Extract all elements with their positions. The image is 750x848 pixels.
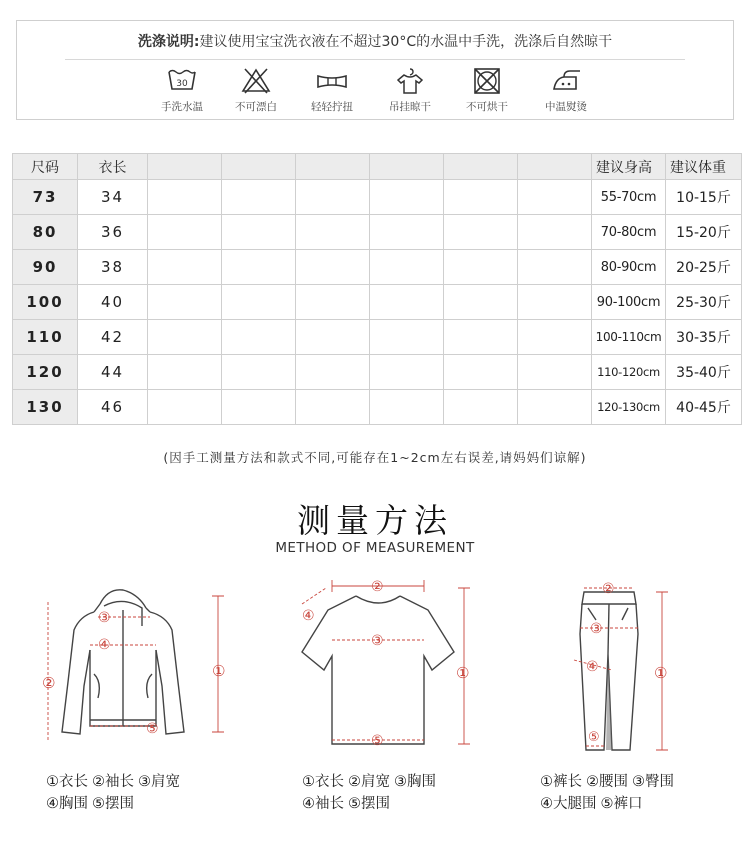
care-label: 轻轻拧扭 (311, 101, 353, 113)
legend-item: ④胸围 (46, 796, 88, 812)
care-label: 中温熨烫 (545, 101, 587, 113)
header-empty (370, 154, 444, 180)
wash-care-box (16, 20, 734, 120)
cell-weight: 40-45斤 (666, 390, 742, 425)
cell-empty (444, 180, 518, 215)
legend-item: ②袖长 (92, 774, 134, 790)
header-weight: 建议体重 (666, 154, 742, 180)
medium-iron-icon (550, 67, 582, 95)
pants-marker-5: ⑤ (588, 730, 600, 745)
cell-empty (518, 285, 592, 320)
legend-item: ①衣长 (46, 774, 88, 790)
cell-empty (296, 180, 370, 215)
cell-empty (148, 355, 222, 390)
cell-empty (222, 320, 296, 355)
cell-empty (370, 390, 444, 425)
pants-marker-2: ② (602, 581, 615, 597)
hang-dry-icon (394, 67, 426, 95)
legend-item: ⑤摆围 (92, 796, 134, 812)
legend-item: ③肩宽 (138, 774, 180, 790)
cell-height: 110-120cm (592, 355, 666, 390)
cell-height: 55-70cm (592, 180, 666, 215)
cell-height: 70-80cm (592, 215, 666, 250)
cell-size: 90 (13, 250, 78, 285)
cell-weight: 20-25斤 (666, 250, 742, 285)
header-empty (222, 154, 296, 180)
header-empty (444, 154, 518, 180)
cell-empty (296, 390, 370, 425)
cell-size: 120 (13, 355, 78, 390)
cell-empty (296, 215, 370, 250)
cell-empty (148, 180, 222, 215)
care-label: 吊挂晾干 (389, 101, 431, 113)
jacket-legend-line2 (46, 793, 184, 815)
cell-weight: 10-15斤 (666, 180, 742, 215)
no-bleach-icon (241, 67, 271, 95)
cell-empty (444, 355, 518, 390)
header-empty (296, 154, 370, 180)
legend-item: ③臀围 (632, 774, 674, 790)
wash-care-title-text: 建议使用宝宝洗衣液在不超过30°C的水温中手洗，洗涤后自然晾干 (199, 34, 613, 50)
cell-empty (518, 320, 592, 355)
table-row (13, 355, 742, 390)
table-row (13, 320, 742, 355)
care-label: 不可烘干 (466, 101, 508, 113)
legend-item: ③胸围 (394, 774, 436, 790)
table-row (13, 215, 742, 250)
no-tumble-dry-icon (472, 67, 502, 95)
table-row (13, 390, 742, 425)
pants-legend-line2 (540, 793, 678, 815)
tshirt-outline (302, 596, 454, 744)
cell-empty (518, 355, 592, 390)
cell-size: 73 (13, 180, 78, 215)
cell-empty (518, 250, 592, 285)
cell-empty (222, 215, 296, 250)
header-length: 衣长 (78, 154, 148, 180)
care-item-no-tumble-dry (447, 67, 527, 114)
cell-height: 90-100cm (592, 285, 666, 320)
tshirt-marker-5: ⑤ (371, 733, 384, 749)
cell-weight: 35-40斤 (666, 355, 742, 390)
legend-item: ⑤摆围 (348, 796, 390, 812)
cell-empty (518, 215, 592, 250)
cell-empty (518, 390, 592, 425)
cell-empty (222, 285, 296, 320)
cell-empty (444, 390, 518, 425)
wash-care-divider (65, 59, 685, 60)
jacket-marker-1: ① (212, 662, 226, 680)
measurement-error-note: (因手工测量方法和款式不同,可能存在1~2cm左右误差,请妈妈们谅解) (163, 450, 587, 465)
cell-height: 120-130cm (592, 390, 666, 425)
table-header-row (13, 154, 742, 180)
pants-legend-line1 (540, 771, 678, 793)
cell-empty (444, 320, 518, 355)
header-empty (148, 154, 222, 180)
cell-weight: 30-35斤 (666, 320, 742, 355)
cell-empty (370, 180, 444, 215)
pants-marker-3: ③ (590, 621, 603, 637)
jacket-diagram (38, 582, 238, 762)
care-item-hand-wash (142, 67, 222, 114)
tshirt-legend-line1 (302, 771, 440, 793)
cell-size: 130 (13, 390, 78, 425)
tshirt-legend (302, 771, 440, 815)
cell-empty (148, 320, 222, 355)
header-empty (518, 154, 592, 180)
tshirt-diagram (294, 574, 490, 754)
tshirt-marker-2: ② (371, 579, 384, 595)
tshirt-marker-3: ③ (371, 633, 384, 649)
cell-length: 44 (78, 355, 148, 390)
cell-empty (444, 285, 518, 320)
care-label: 不可漂白 (235, 101, 277, 113)
tshirt-marker-4: ④ (302, 608, 315, 624)
cell-length: 42 (78, 320, 148, 355)
cell-empty (222, 180, 296, 215)
pants-legend (540, 771, 678, 815)
tshirt-marker-1: ① (456, 664, 470, 682)
cell-weight: 25-30斤 (666, 285, 742, 320)
cell-size: 110 (13, 320, 78, 355)
care-item-hang-dry (370, 67, 450, 114)
legend-item: ⑤裤口 (600, 796, 643, 812)
wash-care-title (17, 31, 733, 51)
cell-size: 80 (13, 215, 78, 250)
table-row (13, 285, 742, 320)
care-item-medium-iron (526, 67, 606, 114)
care-label: 手洗水温 (161, 101, 203, 113)
tshirt-measure-lines (302, 580, 470, 744)
jacket-marker-5: ⑤ (146, 721, 159, 737)
wash-care-title-label: 洗涤说明: (137, 34, 200, 50)
cell-empty (148, 250, 222, 285)
jacket-legend-line1 (46, 771, 184, 793)
legend-item: ①衣长 (302, 774, 344, 790)
cell-size: 100 (13, 285, 78, 320)
cell-empty (148, 390, 222, 425)
pants-marker-4: ④ (586, 659, 599, 675)
legend-item: ④袖长 (302, 796, 344, 812)
legend-item: ②腰围 (586, 774, 628, 790)
pants-diagram (566, 574, 686, 756)
cell-length: 34 (78, 180, 148, 215)
cell-empty (370, 320, 444, 355)
cell-weight: 15-20斤 (666, 215, 742, 250)
cell-empty (148, 215, 222, 250)
cell-length: 36 (78, 215, 148, 250)
table-row (13, 250, 742, 285)
header-size: 尺码 (13, 154, 78, 180)
method-subtitle: METHOD OF MEASUREMENT (275, 540, 475, 556)
cell-empty (296, 320, 370, 355)
size-chart-table (12, 153, 742, 425)
cell-length: 38 (78, 250, 148, 285)
care-item-no-bleach (216, 67, 296, 114)
cell-empty (370, 215, 444, 250)
cell-empty (296, 285, 370, 320)
table-row (13, 180, 742, 215)
cell-empty (518, 180, 592, 215)
care-item-gentle-wring (292, 67, 372, 114)
cell-empty (222, 390, 296, 425)
legend-item: ④大腿围 (540, 796, 597, 812)
jacket-outline (62, 590, 184, 734)
cell-empty (370, 285, 444, 320)
gentle-wring-icon (315, 67, 349, 95)
method-title: 测量方法 (297, 501, 453, 540)
cell-length: 40 (78, 285, 148, 320)
cell-empty (370, 355, 444, 390)
hand-wash-temp: 30 (176, 79, 188, 89)
pants-marker-1: ① (654, 664, 668, 682)
cell-height: 100-110cm (592, 320, 666, 355)
cell-empty (222, 250, 296, 285)
jacket-legend (46, 771, 184, 815)
legend-item: ②肩宽 (348, 774, 390, 790)
cell-empty (370, 250, 444, 285)
cell-empty (296, 355, 370, 390)
cell-height: 80-90cm (592, 250, 666, 285)
jacket-marker-3: ③ (98, 610, 111, 626)
jacket-marker-4: ④ (98, 637, 111, 653)
jacket-marker-2: ② (42, 674, 56, 692)
header-height: 建议身高 (592, 154, 666, 180)
cell-empty (148, 285, 222, 320)
cell-empty (444, 215, 518, 250)
cell-empty (444, 250, 518, 285)
cell-empty (222, 355, 296, 390)
hand-wash-30-icon (167, 67, 197, 95)
tshirt-legend-line2 (302, 793, 440, 815)
legend-item: ①裤长 (540, 774, 582, 790)
cell-length: 46 (78, 390, 148, 425)
cell-empty (296, 250, 370, 285)
